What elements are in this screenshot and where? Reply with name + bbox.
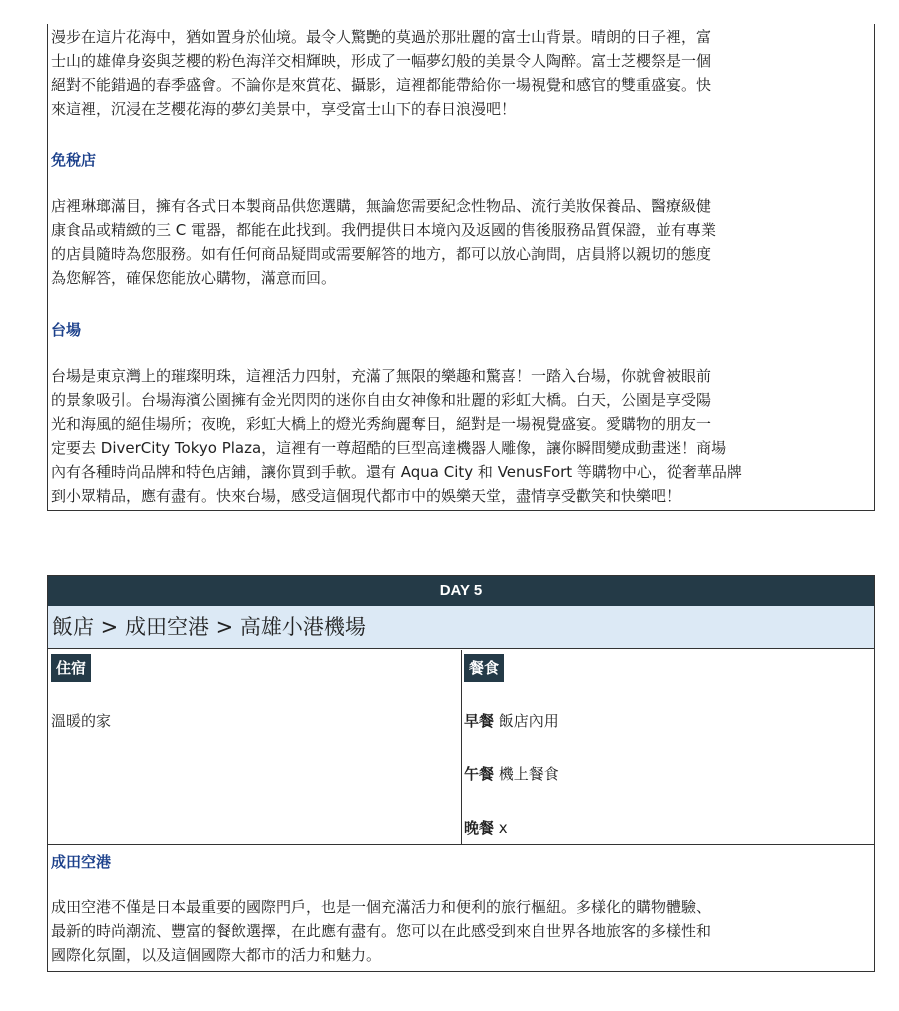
meal-dinner bbox=[464, 817, 508, 838]
meal-label: 午餐 bbox=[464, 765, 495, 783]
day5-section bbox=[47, 575, 875, 972]
duty-free-paragraph bbox=[51, 194, 871, 290]
day-label: DAY 5 bbox=[48, 576, 874, 606]
narita-line: 最新的時尚潮流、豐富的餐飲選擇，在此應有盡有。您可以在此感受到來自世界各地旅客的多樣性和 bbox=[51, 922, 712, 940]
odaiba-line: 到小眾精品，應有盡有。快來台場，感受這個現代都市中的娛樂天堂，盡情享受歡笑和快樂吧！ bbox=[51, 487, 682, 505]
duty-free-heading: 免稅店 bbox=[51, 151, 97, 169]
duty-free-line: 康食品或精緻的三 C 電器，都能在此找到。我們提供日本境內及返國的售後服務品質保證，並有專業 bbox=[51, 221, 717, 239]
intro-line: 士山的雄偉身姿與芝櫻的粉色海洋交相輝映，形成了一幅夢幻般的美景令人陶醉。富士芝櫻祭是一個 bbox=[51, 52, 712, 70]
odaiba-paragraph bbox=[51, 364, 871, 508]
column-divider bbox=[461, 650, 462, 844]
lodging-value: 溫暖的家 bbox=[51, 712, 112, 730]
meal-lunch bbox=[464, 763, 559, 784]
row-divider bbox=[48, 844, 874, 845]
meals-tag: 餐食 bbox=[464, 654, 504, 682]
meal-value: x bbox=[498, 819, 508, 837]
lodging-tag: 住宿 bbox=[51, 654, 91, 682]
meal-label: 晚餐 bbox=[464, 819, 495, 837]
duty-free-line: 的店員隨時為您服務。如有任何商品疑問或需要解答的地方，都可以放心詢問，店員將以親切的態度 bbox=[51, 245, 712, 263]
meal-value: 機上餐食 bbox=[498, 765, 559, 783]
narita-line: 成田空港不僅是日本最重要的國際門戶，也是一個充滿活力和便利的旅行樞紐。多樣化的購物體驗、 bbox=[51, 898, 712, 916]
odaiba-line: 台場是東京灣上的璀璨明珠，這裡活力四射，充滿了無限的樂趣和驚喜！一踏入台場，你就會被眼前 bbox=[51, 367, 712, 385]
meal-breakfast bbox=[464, 710, 559, 731]
odaiba-line: 內有各種時尚品牌和特色店鋪，讓你買到手軟。還有 Aqua City 和 VenusFort 等購物中心，從奢華品牌 bbox=[51, 463, 742, 481]
narita-heading: 成田空港 bbox=[51, 853, 112, 871]
duty-free-line: 為您解答，確保您能放心購物，滿意而回。 bbox=[51, 269, 337, 287]
intro-line: 來這裡，沉浸在芝櫻花海的夢幻美景中，享受富士山下的春日浪漫吧！ bbox=[51, 100, 517, 118]
narita-paragraph bbox=[51, 895, 871, 967]
odaiba-line: 的景象吸引。台場海濱公園擁有金光閃閃的迷你自由女神像和壯麗的彩虹大橋。白天，公園是享受陽 bbox=[51, 391, 712, 409]
meal-value: 飯店內用 bbox=[498, 712, 559, 730]
duty-free-line: 店裡琳瑯滿目，擁有各式日本製商品供您選購，無論您需要紀念性物品、流行美妝保養品、醫療級健 bbox=[51, 197, 712, 215]
route-title: 飯店 > 成田空港 > 高雄小港機場 bbox=[48, 606, 874, 649]
meal-label: 早餐 bbox=[464, 712, 495, 730]
intro-paragraph bbox=[51, 25, 871, 121]
odaiba-heading: 台場 bbox=[51, 321, 82, 339]
attractions-section bbox=[47, 24, 875, 511]
odaiba-line: 光和海風的絕佳場所；夜晚，彩虹大橋上的燈光秀絢麗奪目，絕對是一場視覺盛宴。愛購物的朋友一 bbox=[51, 415, 712, 433]
odaiba-line: 定要去 DiverCity Tokyo Plaza，這裡有一尊超酷的巨型高達機器人雕像，讓你瞬間變成動畫迷！商場 bbox=[51, 439, 727, 457]
intro-line: 絕對不能錯過的春季盛會。不論你是來賞花、攝影，這裡都能帶給你一場視覺和感官的雙重盛宴。快 bbox=[51, 76, 712, 94]
intro-line: 漫步在這片花海中，猶如置身於仙境。最令人驚艷的莫過於那壯麗的富士山背景。晴朗的日子裡，富 bbox=[51, 28, 712, 46]
narita-line: 國際化氛圍，以及這個國際大都市的活力和魅力。 bbox=[51, 946, 382, 964]
